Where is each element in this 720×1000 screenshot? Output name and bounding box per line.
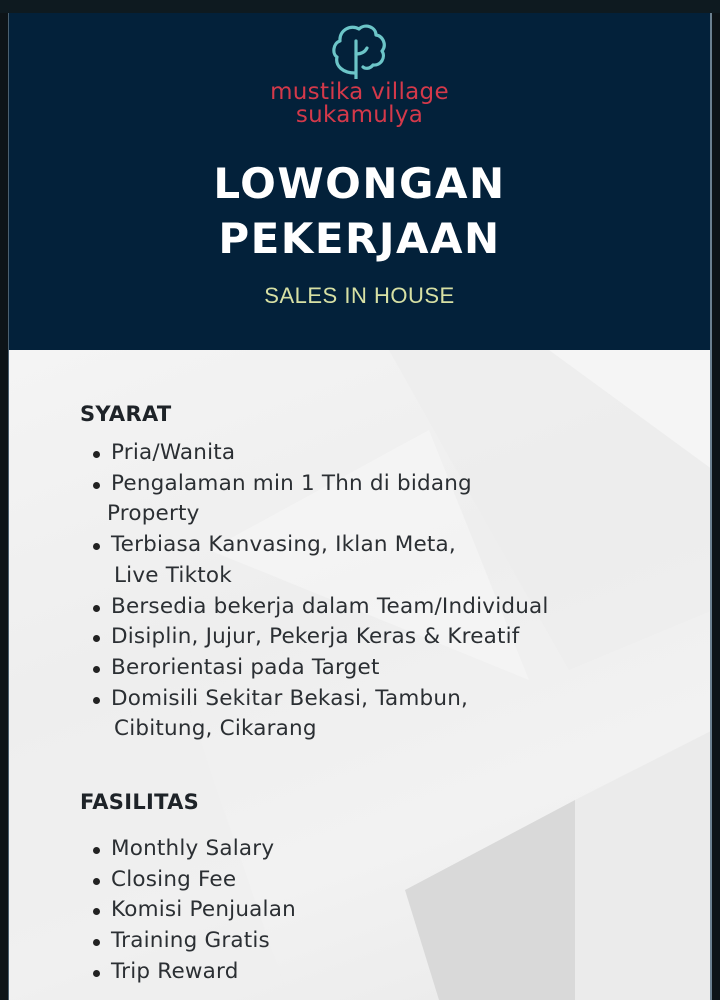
facilities-list xyxy=(91,834,296,988)
job-poster xyxy=(8,13,712,1000)
top-dark-strip xyxy=(0,0,720,13)
facility-item: Training Gratis xyxy=(91,926,296,957)
requirement-item: Pengalaman min 1 Thn di bidang Property xyxy=(91,469,549,530)
facility-item: Trip Reward xyxy=(91,957,296,988)
brand-name: mustika village xyxy=(270,79,449,105)
tree-icon xyxy=(329,21,391,79)
brand-logo xyxy=(9,21,710,127)
requirement-item: Domisili Sekitar Bekasi, Tambun, Cibitung, Cikarang xyxy=(91,684,549,745)
requirement-item: Terbiasa Kanvasing, Iklan Meta, Live Tiktok xyxy=(91,530,549,591)
requirement-item: Berorientasi pada Target xyxy=(91,653,549,684)
requirements-heading: SYARAT xyxy=(80,402,172,426)
requirements-list xyxy=(91,438,549,745)
requirement-item: Bersedia bekerja dalam Team/Individual xyxy=(91,592,549,623)
brand-location: sukamulya xyxy=(295,102,424,128)
facility-item: Komisi Penjualan xyxy=(91,895,296,926)
facility-item: Monthly Salary xyxy=(91,834,296,865)
title-line-2: PEKERJAAN xyxy=(218,214,501,263)
title-line-1: LOWONGAN xyxy=(213,159,506,208)
requirement-item: Disiplin, Jujur, Pekerja Keras & Kreatif xyxy=(91,622,549,653)
poster-body xyxy=(9,350,710,1000)
position-title: SALES IN HOUSE xyxy=(264,283,455,308)
page-title xyxy=(9,156,710,266)
requirement-item: Pria/Wanita xyxy=(91,438,549,469)
facilities-heading: FASILITAS xyxy=(80,790,200,814)
facility-item: Closing Fee xyxy=(91,865,296,896)
poster-header xyxy=(9,13,710,350)
